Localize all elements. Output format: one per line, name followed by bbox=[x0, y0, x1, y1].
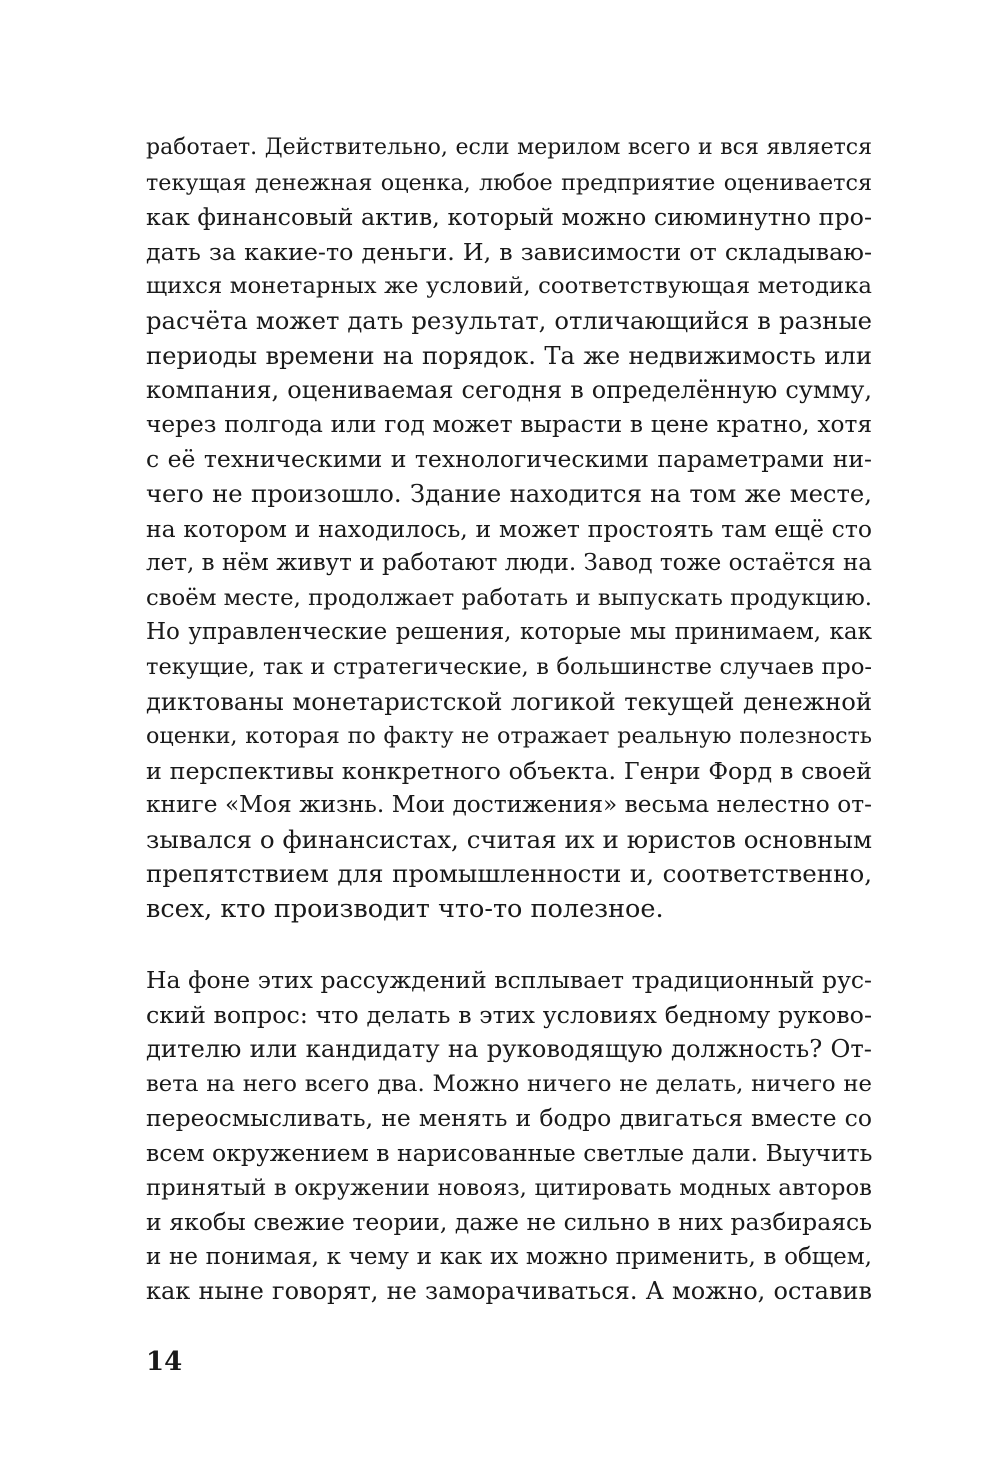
text-line: дителю или кандидату на руководящую должность? От- bbox=[146, 1034, 872, 1064]
text-line: дать за какие-то деньги. И, в зависимости от складываю- bbox=[146, 237, 872, 266]
text-line: чего не произошло. Здание находится на том же месте, bbox=[146, 478, 872, 508]
text-line: как финансовый актив, который можно сиюминутно про- bbox=[146, 203, 872, 232]
text-line: с её техническими и технологическими параметрами ни- bbox=[146, 445, 872, 474]
text-line: и якобы свежие теории, даже не сильно в них разбираясь bbox=[146, 1208, 872, 1237]
text-line: расчёта может дать результат, отличающийся в разные bbox=[146, 305, 872, 335]
text-line: диктованы монетаристской логикой текущей денежной bbox=[146, 686, 872, 716]
text-line: как ныне говорят, не заморачиваться. А можно, оставив bbox=[146, 1277, 872, 1306]
text-line: компания, оцениваемая сегодня в определённую сумму, bbox=[146, 376, 872, 405]
text-line: ский вопрос: что делать в этих условиях бедному руково- bbox=[146, 1000, 872, 1029]
paragraph-1 bbox=[146, 131, 872, 927]
text-line: лет, в нём живут и работают люди. Завод тоже остаётся на bbox=[146, 550, 872, 577]
text-line: всем окружением в нарисованные светлые дали. Выучить bbox=[146, 1138, 873, 1167]
text-line: зывался о финансистах, считая их и юристов основным bbox=[146, 824, 872, 854]
text-line: текущие, так и стратегические, в большинстве случаев про- bbox=[146, 653, 872, 680]
text-line: принятый в окружении новояз, цитировать модных авторов bbox=[146, 1174, 872, 1201]
text-line: текущая денежная оценка, любое предприятие оценивается bbox=[146, 169, 872, 196]
text-line: своём месте, продолжает работать и выпускать продукцию. bbox=[146, 584, 872, 611]
paragraph-2 bbox=[146, 963, 872, 1309]
text-line: переосмысливать, не менять и бодро двигаться вместе со bbox=[146, 1104, 872, 1133]
text-line: книге «Моя жизнь. Мои достижения» весьма нелестно от- bbox=[146, 791, 872, 819]
text-line: На фоне этих рассуждений всплывает традиционный рус- bbox=[146, 966, 872, 994]
text-line: вета на него всего два. Можно ничего не делать, ничего не bbox=[146, 1070, 872, 1097]
text-line: всех, кто производит что-то полезное. bbox=[146, 894, 664, 925]
text-line: через полгода или год может вырасти в цене кратно, хотя bbox=[146, 410, 872, 438]
text-line: оценки, которая по факту не отражает реальную полезность bbox=[146, 723, 872, 750]
text-line: периоды времени на порядок. Та же недвижимость или bbox=[146, 340, 872, 370]
text-line: и перспективы конкретного объекта. Генри Форд в своей bbox=[146, 756, 872, 785]
text-line: работает. Действительно, если мерилом всего и вся является bbox=[146, 135, 872, 160]
text-line: на котором и находилось, и может простоять там ещё сто bbox=[146, 514, 872, 543]
text-line: препятствием для промышленности и, соответственно, bbox=[146, 859, 872, 889]
page-number: 14 bbox=[146, 1347, 183, 1377]
text-line: и не понимая, к чему и как их можно применить, в общем, bbox=[146, 1243, 872, 1270]
text-line: щихся монетарных же условий, соответствующая методика bbox=[146, 273, 872, 300]
text-line: Но управленческие решения, которые мы принимаем, как bbox=[146, 619, 872, 646]
